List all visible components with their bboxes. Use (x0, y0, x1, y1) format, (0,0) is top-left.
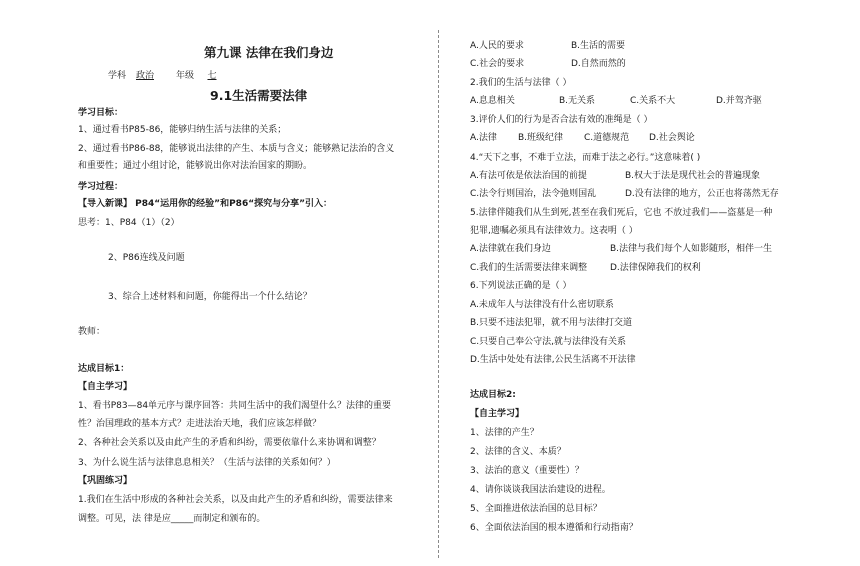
practice-line: 1.我们在生活中形成的各种社会关系，以及由此产生的矛盾和纠纷，需要法律来 (78, 495, 393, 505)
study-line: 1、法律的产生？ (470, 428, 539, 438)
option: D.法律保障我们的权利 (610, 263, 701, 273)
option: C.关系不大 (630, 96, 676, 106)
option: D.自然而然的 (571, 59, 626, 69)
option: D.社会舆论 (649, 133, 695, 143)
self-study-heading: 【自主学习】 (470, 409, 525, 419)
column-divider (438, 30, 439, 558)
option: C.社会的要求 (470, 59, 525, 69)
subject-label: 学科 (108, 71, 127, 81)
process-heading: 学习过程： (78, 182, 124, 192)
option: C.法令行则国治，法令弛则国乱 (470, 189, 597, 199)
intro-line: 【导入新课】 P84“运用你的经验”和P86“探究与分享”引入： (78, 199, 333, 209)
option: A.有法可依是依法治国的前提 (470, 171, 587, 181)
goal1-heading: 达成目标1： (78, 364, 130, 374)
teacher-label: 教师： (78, 327, 106, 337)
option: A.法律就在我们身边 (470, 244, 551, 254)
option: B.权大于法是现代社会的普遍现象 (625, 171, 761, 181)
study-line: 5、全面推进依法治国的总目标？ (470, 504, 602, 514)
option: D.没有法律的地方，公正也将荡然无存 (625, 189, 779, 199)
option: A.息息相关 (470, 96, 515, 106)
option: B.无关系 (559, 96, 596, 106)
option: C.道德规范 (584, 133, 630, 143)
goal2-heading: 达成目标2: (470, 390, 516, 400)
study-line: 4、请你谈谈我国法治建设的进程。 (470, 485, 611, 495)
think-line: 3、综合上述材料和问题，你能得出一个什么结论？ (108, 292, 312, 302)
question: 3.评价人们的行为是否合法有效的准绳是（ ） (470, 115, 653, 125)
study-line: 2、各种社会关系以及由此产生的矛盾和纠纷，需要依靠什么来协调和调整？ (78, 438, 381, 448)
question: 4.“天下之事，不难于立法，而难于法之必行。”这意味着( ) (470, 153, 701, 163)
study-line: 3、法治的意义（重要性）？ (470, 466, 584, 476)
objective-line: 1、通过看书P85-86，能够归纳生活与法律的关系； (78, 125, 287, 135)
question: 2.我们的生活与法律（ ） (470, 78, 572, 88)
study-line: 1、看书P83—84单元序与课序回答：共同生活中的我们渴望什么？法律的重要 (78, 401, 392, 411)
grade-value: 七 (207, 71, 217, 81)
option: C.只要自己奉公守法,就与法律没有关系 (470, 337, 627, 347)
study-line: 6、全面依法治国的根本遵循和行动指南？ (470, 523, 638, 533)
think-line: 思考：1、P84（1）（2） (78, 218, 180, 228)
option: C.我们的生活需要法律来调整 (470, 263, 588, 273)
study-line: 性？治国理政的基本方式？走进法治天地，我们应该怎样做？ (78, 419, 322, 429)
think-line: 2、P86连线及问题 (108, 253, 185, 263)
option: D.生活中处处有法律,公民生活离不开法律 (470, 355, 636, 365)
option: A.人民的要求 (470, 41, 524, 51)
objectives-heading: 学习目标： (78, 108, 124, 118)
objective-line: 和重要性；通过小组讨论，能够说出你对法治国家的期盼。 (78, 161, 313, 171)
self-study-heading: 【自主学习】 (78, 382, 133, 392)
practice-heading: 【巩固练习】 (78, 476, 133, 486)
option: A.法律 (470, 133, 497, 143)
practice-line: 调整。可见，法 律是应_____而制定和颁布的。 (78, 514, 266, 524)
objective-line: 2、通过看书P86-88，能够说出法律的产生、本质与含义；能够熟记法治的含义 (78, 144, 395, 154)
lesson-title: 第九课 法律在我们身边 (204, 45, 334, 60)
study-line: 3、为什么说生活与法律息息相关？（生活与法律的关系如何？） (78, 458, 336, 468)
option: B.法律与我们每个人如影随形，相伴一生 (610, 244, 773, 254)
option: B.生活的需要 (571, 41, 626, 51)
option: B.只要不违法犯罪，就不用与法律打交道 (470, 318, 633, 328)
subject-value: 政治 (135, 71, 154, 81)
question: 犯罪,遗嘱必须具有法律效力。这表明（ ） (470, 226, 638, 236)
option: B.班级纪律 (518, 133, 564, 143)
question: 5.法律伴随我们从生到死,甚至在我们死后，它也 不放过我们——盗墓是一种 (470, 208, 773, 218)
study-line: 2、法律的含义、本质？ (470, 447, 566, 457)
question: 6.下列说法正确的是（ ） (470, 281, 572, 291)
option: A.未成年人与法律没有什么密切联系 (470, 300, 614, 310)
option: D.并驾齐驱 (716, 96, 762, 106)
grade-label: 年级 (176, 71, 195, 81)
section-subtitle: 9.1生活需要法律 (210, 88, 308, 103)
